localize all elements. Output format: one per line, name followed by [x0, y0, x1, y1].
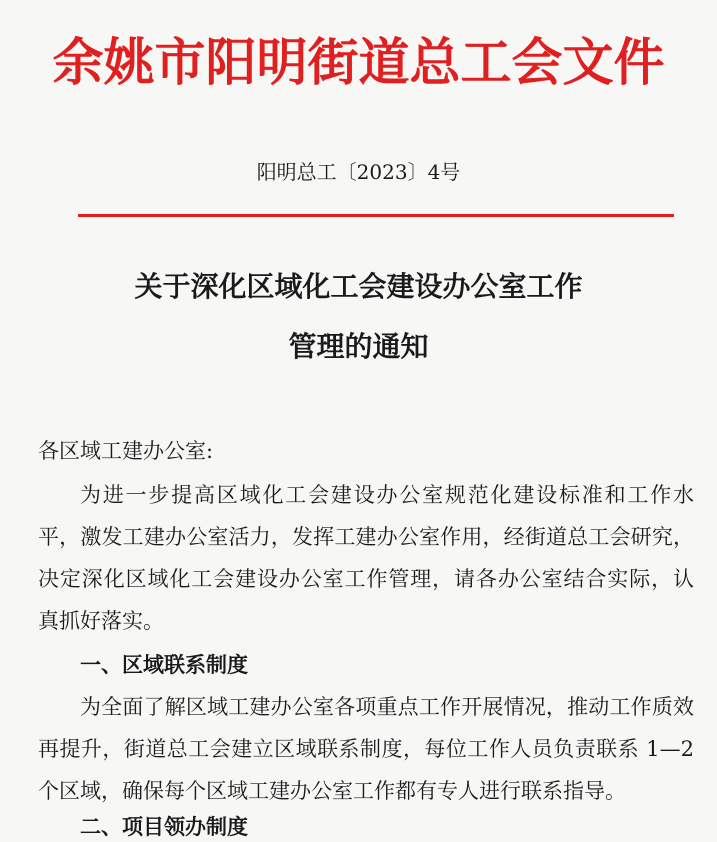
intro-paragraph-line: 真抓好落实。: [38, 609, 164, 633]
section-heading-1: 一、区域联系制度: [80, 653, 248, 677]
red-divider-line: [78, 214, 674, 217]
section1-paragraph-line: 再提升，街道总工会建立区域联系制度，每位工作人员负责联系 1—2: [38, 737, 694, 761]
section-heading-2: 二、项目领办制度: [80, 815, 248, 839]
intro-paragraph-line: 平，激发工建办公室活力，发挥工建办公室作用，经街道总工会研究，: [38, 525, 694, 549]
letterhead-title: 余姚市阳明街道总工会文件: [52, 33, 665, 93]
intro-paragraph-line: 为进一步提高区域化工会建设办公室规范化建设标准和工作水: [80, 483, 694, 507]
salutation: 各区域工建办公室:: [38, 439, 214, 463]
intro-paragraph-line: 决定深化区域化工会建设办公室工作管理，请各办公室结合实际，认: [38, 567, 694, 591]
section1-paragraph-line: 为全面了解区域工建办公室各项重点工作开展情况，推动工作质效: [80, 695, 694, 719]
notice-title-line-2: 管理的通知: [288, 330, 429, 363]
notice-title-line-1: 关于深化区域化工会建设办公室工作: [134, 270, 583, 303]
document-number: 阳明总工〔2023〕4号: [256, 160, 461, 184]
section1-paragraph-line: 个区域，确保每个区域工建办公室工作都有专人进行联系指导。: [38, 779, 626, 803]
